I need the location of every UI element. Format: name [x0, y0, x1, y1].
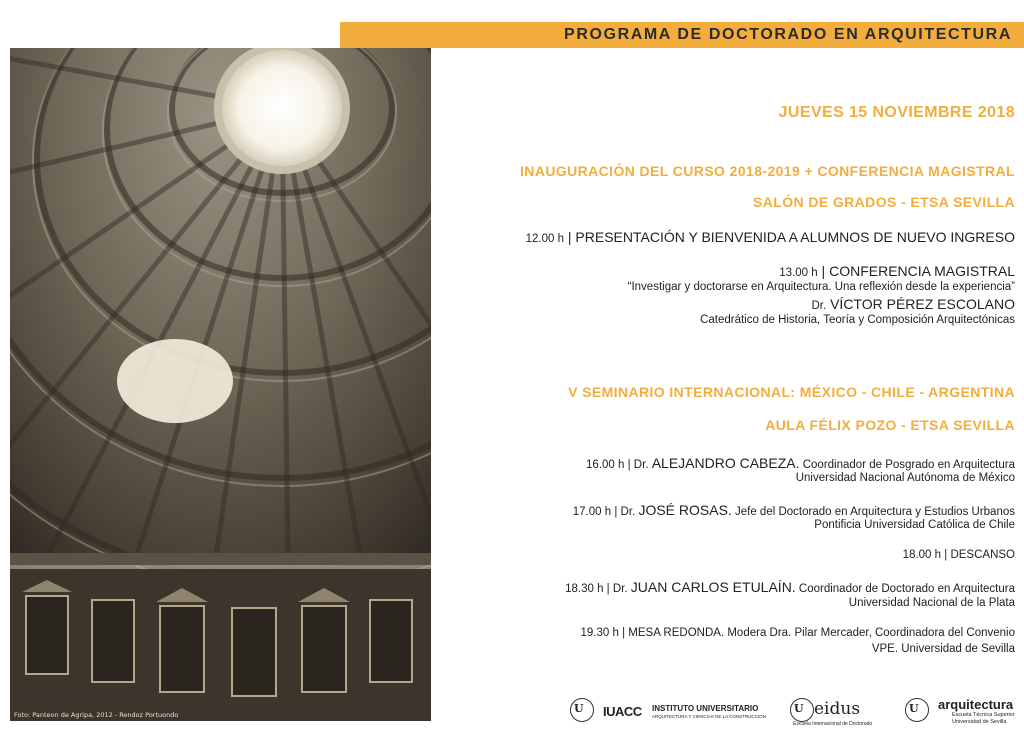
speaker-name: JUAN CARLOS ETULAÍN. — [630, 579, 796, 595]
agenda-separator: | Dr. — [614, 506, 636, 518]
agenda-separator: | — [567, 229, 572, 245]
speaker-institution: Universidad Nacional Autónoma de México — [795, 472, 1015, 484]
agenda-text: DESCANSO — [950, 549, 1015, 561]
agenda-time: 16.00 h — [586, 459, 625, 471]
arq-sub1: Escuela Técnica Superior — [952, 712, 1015, 718]
speaker-role: Catedrático de Historia, Teoría y Composición Arquitectónicas — [700, 314, 1015, 326]
agenda-time: 18.30 h — [565, 583, 604, 595]
agenda-text: CONFERENCIA MAGISTRAL — [829, 263, 1015, 279]
agenda-separator: | Dr. — [627, 459, 649, 471]
agenda-separator: | — [944, 549, 948, 561]
university-seal-icon: U — [570, 698, 594, 722]
speaker-name: ALEJANDRO CABEZA. — [651, 455, 800, 471]
agenda-time: 19.30 h — [580, 627, 619, 639]
speaker-role: Coordinador de Doctorado en Arquitectura — [798, 583, 1015, 595]
dome-illustration — [10, 48, 431, 721]
photo-credit: Foto: Panteon de Agripa, 2012 - Rendoz Portuondo — [14, 711, 179, 719]
pantheon-photo — [10, 48, 431, 721]
university-seal-icon: U — [905, 698, 929, 722]
event-date: JUEVES 15 NOVIEMBRE 2018 — [778, 104, 1015, 121]
session1-venue: SALÓN DE GRADOS - ETSA SEVILLA — [753, 194, 1015, 210]
agenda-separator: | — [821, 263, 826, 279]
session2-title: V SEMINARIO INTERNACIONAL: MÉXICO - CHILE - ARGENTINA — [568, 384, 1015, 400]
university-seal-icon: U — [790, 698, 814, 722]
arq-sub2: Universidad de Sevilla — [952, 719, 1007, 725]
agenda-item-1200 — [526, 229, 1015, 245]
arq-mark: arquitectura — [938, 697, 1014, 712]
speaker-name: JOSÉ ROSAS. — [638, 502, 732, 518]
agenda-detail: Modera Dra. Pilar Mercader, Coordinadora del Convenio — [727, 627, 1015, 639]
speaker-prefix: Dr. — [811, 300, 827, 312]
agenda-time: 13.00 h — [779, 267, 818, 279]
agenda-item-1600 — [586, 455, 1015, 471]
speaker-role: Jefe del Doctorado en Arquitectura y Estudios Urbanos — [735, 506, 1015, 518]
agenda-text: MESA REDONDA. — [628, 627, 725, 639]
agenda-item-1830 — [565, 579, 1015, 595]
agenda-item-1300 — [779, 263, 1015, 279]
agenda-separator: | — [622, 627, 626, 639]
iuacc-mark: IUACC — [603, 704, 642, 719]
page-title: PROGRAMA DE DOCTORADO EN ARQUITECTURA — [564, 26, 1012, 43]
speaker-institution: Pontificia Universidad Católica de Chile — [814, 519, 1015, 531]
agenda-text: PRESENTACIÓN Y BIENVENIDA A ALUMNOS DE NUEVO INGRESO — [575, 229, 1015, 245]
agenda-item-1800 — [903, 549, 1015, 561]
keynote-speaker — [812, 296, 1016, 312]
speaker-name: VÍCTOR PÉREZ ESCOLANO — [830, 296, 1015, 312]
session1-title: INAUGURACIÓN DEL CURSO 2018-2019 + CONFERENCIA MAGISTRAL — [520, 163, 1015, 179]
agenda-item-1930 — [581, 627, 1016, 639]
agenda-time: 12.00 h — [525, 233, 564, 245]
eidus-sub: Escuela Internacional de Doctorado — [793, 721, 873, 727]
agenda-time: 17.00 h — [572, 506, 612, 518]
session2-venue: AULA FÉLIX POZO - ETSA SEVILLA — [765, 417, 1015, 433]
eidus-mark: eidus — [814, 699, 861, 719]
speaker-institution: Universidad Nacional de la Plata — [848, 597, 1015, 609]
agenda-detail-2: VPE. Universidad de Sevilla — [871, 643, 1015, 655]
agenda-separator: | Dr. — [606, 583, 628, 595]
agenda-time: 18.00 h — [902, 549, 942, 561]
agenda-item-1700 — [573, 502, 1015, 518]
speaker-role: Coordinador de Posgrado en Arquitectura — [802, 459, 1015, 471]
iuacc-sub: ARQUITECTURA Y CIENCIAS DE LA CONSTRUCCIÓN — [652, 714, 766, 719]
iuacc-name: INSTITUTO UNIVERSITARIO — [652, 704, 759, 713]
conference-quote: “Investigar y doctorarse en Arquitectura. Una reflexión desde la experiencia” — [627, 281, 1015, 293]
